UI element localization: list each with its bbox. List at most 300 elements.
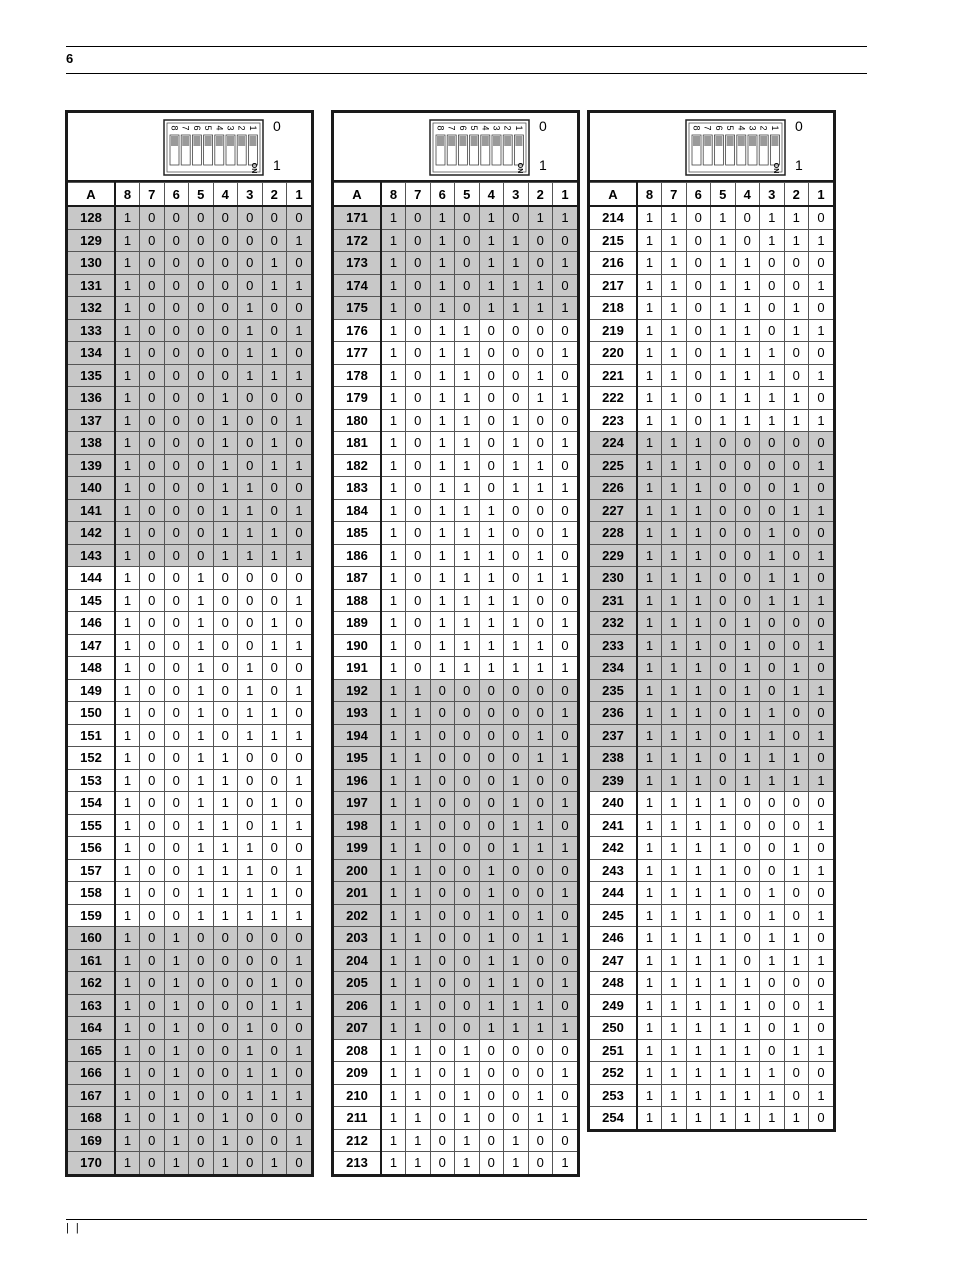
switch-bit-cell: 0 (262, 747, 287, 770)
switch-bit-cell: 0 (287, 297, 312, 320)
switch-bit-cell: 0 (479, 724, 504, 747)
switch-bit-cell: 1 (809, 994, 834, 1017)
switch-bit-cell: 0 (140, 567, 165, 590)
switch-bit-cell: 0 (238, 792, 263, 815)
table-row (590, 612, 833, 635)
switch-bit-cell: 0 (809, 837, 834, 860)
switch-bit-cell: 0 (238, 634, 263, 657)
table-row (68, 342, 311, 365)
switch-bit-cell: 1 (381, 297, 406, 320)
switch-bit-cell: 1 (528, 454, 553, 477)
switch-bit-cell: 0 (528, 589, 553, 612)
switch-bit-cell: 1 (735, 342, 760, 365)
switch-bit-cell: 1 (287, 589, 312, 612)
switch-bit-cell: 1 (115, 972, 140, 995)
address-cell: 139 (68, 454, 115, 477)
switch-bit-cell: 1 (711, 1084, 736, 1107)
switch-bit-cell: 0 (262, 679, 287, 702)
switch-bit-cell: 1 (735, 994, 760, 1017)
switch-bit-cell: 1 (711, 859, 736, 882)
switch-bit-cell: 0 (479, 454, 504, 477)
switch-bit-cell: 0 (262, 1017, 287, 1040)
switch-bit-cell: 0 (430, 859, 455, 882)
switch-bit-cell: 1 (430, 364, 455, 387)
switch-bit-cell: 1 (381, 972, 406, 995)
switch-bit-cell: 0 (164, 319, 189, 342)
table-row (334, 252, 577, 275)
switch-bit-cell: 1 (711, 1039, 736, 1062)
switch-bit-cell: 0 (238, 454, 263, 477)
switch-bit-cell: 1 (686, 589, 711, 612)
switch-bit-cell: 1 (115, 859, 140, 882)
switch-bit-cell: 1 (189, 769, 214, 792)
switch-bit-cell: 1 (430, 499, 455, 522)
table-row (334, 949, 577, 972)
address-cell: 215 (590, 229, 637, 252)
address-cell: 225 (590, 454, 637, 477)
switch-bit-cell: 1 (504, 769, 529, 792)
switch-bit-cell: 1 (553, 972, 578, 995)
switch-bit-cell: 0 (711, 612, 736, 635)
switch-bit-cell: 0 (760, 499, 785, 522)
switch-bit-cell: 1 (662, 229, 687, 252)
switch-bit-cell: 1 (686, 499, 711, 522)
switch-bit-cell: 1 (406, 679, 431, 702)
switch-bit-cell: 0 (553, 994, 578, 1017)
switch-bit-cell: 1 (735, 612, 760, 635)
switch-bit-cell: 0 (213, 927, 238, 950)
table-row (590, 387, 833, 410)
switch-bit-cell: 0 (504, 522, 529, 545)
table-row (590, 1107, 833, 1129)
switch-bit-cell: 1 (262, 792, 287, 815)
switch-bit-cell: 0 (455, 859, 480, 882)
table-row (68, 319, 311, 342)
switch-bit-cell: 1 (381, 454, 406, 477)
switch-bit-cell: 1 (553, 882, 578, 905)
switch-bit-cell: 1 (809, 904, 834, 927)
switch-bit-cell: 0 (553, 814, 578, 837)
switch-bit-cell: 0 (455, 724, 480, 747)
switch-bit-cell: 0 (287, 792, 312, 815)
switch-bit-cell: 1 (686, 544, 711, 567)
address-cell: 136 (68, 387, 115, 410)
switch-bit-cell: 1 (479, 544, 504, 567)
switch-bit-cell: 1 (430, 297, 455, 320)
switch-bit-cell: 1 (504, 409, 529, 432)
switch-bit-cell: 1 (637, 409, 662, 432)
switch-bit-cell: 0 (809, 1062, 834, 1085)
table-row (334, 522, 577, 545)
table-row (334, 904, 577, 927)
switch-bit-cell: 1 (662, 972, 687, 995)
switch-column-header: 2 (784, 183, 809, 207)
address-cell: 184 (334, 499, 381, 522)
switch-bit-cell: 0 (140, 792, 165, 815)
switch-bit-cell: 0 (760, 657, 785, 680)
switch-bit-cell: 0 (553, 859, 578, 882)
switch-bit-cell: 1 (735, 1039, 760, 1062)
switch-bit-cell: 1 (479, 229, 504, 252)
switch-bit-cell: 0 (140, 1129, 165, 1152)
switch-bit-cell: 0 (238, 769, 263, 792)
switch-bit-cell: 1 (115, 1084, 140, 1107)
address-cell: 171 (334, 206, 381, 229)
table-row (590, 297, 833, 320)
switch-bit-cell: 0 (711, 747, 736, 770)
switch-bit-cell: 0 (213, 657, 238, 680)
dip-on-marker: ON (516, 162, 523, 174)
switch-bit-cell: 0 (760, 1017, 785, 1040)
switch-bit-cell: 1 (711, 252, 736, 275)
switch-bit-cell: 0 (528, 972, 553, 995)
switch-bit-cell: 1 (760, 904, 785, 927)
switch-bit-cell: 0 (479, 477, 504, 500)
switch-bit-cell: 1 (637, 342, 662, 365)
switch-bit-cell: 0 (784, 814, 809, 837)
switch-bit-cell: 0 (406, 206, 431, 229)
switch-bit-cell: 0 (528, 409, 553, 432)
address-cell: 193 (334, 702, 381, 725)
address-cell: 231 (590, 589, 637, 612)
switch-bit-cell: 1 (213, 432, 238, 455)
switch-bit-cell: 0 (553, 1084, 578, 1107)
switch-bit-cell: 1 (686, 972, 711, 995)
switch-bit-cell: 1 (760, 1084, 785, 1107)
switch-bit-cell: 1 (809, 724, 834, 747)
switch-bit-cell: 0 (553, 724, 578, 747)
switch-bit-cell: 1 (711, 814, 736, 837)
switch-bit-cell: 1 (553, 432, 578, 455)
switch-bit-cell: 1 (637, 994, 662, 1017)
switch-bit-cell: 0 (784, 544, 809, 567)
switch-bit-cell: 1 (662, 634, 687, 657)
switch-column-header: 7 (406, 183, 431, 207)
address-cell: 166 (68, 1062, 115, 1085)
switch-bit-cell: 0 (455, 229, 480, 252)
switch-bit-cell: 1 (262, 432, 287, 455)
address-column-header: A (590, 183, 637, 207)
switch-bit-cell: 1 (784, 679, 809, 702)
table-row (68, 859, 311, 882)
switch-bit-cell: 0 (287, 702, 312, 725)
switch-bit-cell: 1 (686, 1062, 711, 1085)
switch-bit-cell: 1 (784, 837, 809, 860)
address-cell: 210 (334, 1084, 381, 1107)
address-cell: 133 (68, 319, 115, 342)
address-cell: 199 (334, 837, 381, 860)
switch-bit-cell: 1 (479, 859, 504, 882)
switch-bit-cell: 0 (504, 724, 529, 747)
address-table (68, 182, 311, 1174)
address-cell: 200 (334, 859, 381, 882)
table-row (68, 994, 311, 1017)
switch-bit-cell: 1 (553, 387, 578, 410)
switch-bit-cell: 0 (140, 229, 165, 252)
switch-bit-cell: 1 (637, 927, 662, 950)
switch-bit-cell: 1 (115, 567, 140, 590)
switch-bit-cell: 1 (479, 657, 504, 680)
switch-bit-cell: 0 (213, 949, 238, 972)
switch-bit-cell: 0 (262, 319, 287, 342)
table-row (590, 859, 833, 882)
switch-column-header: 2 (528, 183, 553, 207)
switch-bit-cell: 1 (735, 1107, 760, 1129)
address-cell: 168 (68, 1107, 115, 1130)
switch-bit-cell: 1 (809, 454, 834, 477)
switch-bit-cell: 1 (238, 342, 263, 365)
address-cell: 182 (334, 454, 381, 477)
dip-switch-number: 6 (713, 125, 724, 131)
switch-bit-cell: 1 (504, 252, 529, 275)
switch-bit-cell: 1 (455, 567, 480, 590)
switch-bit-cell: 0 (760, 612, 785, 635)
switch-bit-cell: 1 (287, 229, 312, 252)
switch-bit-cell: 0 (735, 904, 760, 927)
switch-bit-cell: 1 (662, 1084, 687, 1107)
switch-bit-cell: 1 (406, 1107, 431, 1130)
switch-bit-cell: 1 (406, 837, 431, 860)
switch-bit-cell: 1 (637, 477, 662, 500)
address-cell: 221 (590, 364, 637, 387)
address-cell: 209 (334, 1062, 381, 1085)
switch-bit-cell: 1 (637, 904, 662, 927)
switch-bit-cell: 0 (504, 702, 529, 725)
switch-bit-cell: 1 (115, 949, 140, 972)
switch-bit-cell: 1 (381, 859, 406, 882)
dip-on-label: 1 (795, 157, 803, 173)
switch-bit-cell: 0 (528, 252, 553, 275)
switch-bit-cell: 0 (164, 589, 189, 612)
switch-bit-cell: 0 (528, 1062, 553, 1085)
switch-bit-cell: 1 (662, 1017, 687, 1040)
switch-bit-cell: 1 (686, 477, 711, 500)
switch-bit-cell: 0 (686, 252, 711, 275)
switch-bit-cell: 1 (406, 702, 431, 725)
switch-bit-cell: 1 (809, 859, 834, 882)
table-row (68, 634, 311, 657)
switch-bit-cell: 1 (809, 1039, 834, 1062)
switch-bit-cell: 1 (504, 634, 529, 657)
switch-bit-cell: 1 (381, 319, 406, 342)
switch-bit-cell: 1 (760, 387, 785, 410)
switch-bit-cell: 0 (735, 949, 760, 972)
switch-bit-cell: 1 (381, 904, 406, 927)
switch-bit-cell: 1 (213, 1107, 238, 1130)
switch-bit-cell: 0 (213, 274, 238, 297)
switch-bit-cell: 0 (140, 364, 165, 387)
table-row (68, 904, 311, 927)
switch-bit-cell: 1 (406, 1017, 431, 1040)
switch-bit-cell: 0 (213, 229, 238, 252)
switch-bit-cell: 0 (711, 454, 736, 477)
switch-bit-cell: 0 (140, 522, 165, 545)
switch-bit-cell: 1 (406, 994, 431, 1017)
switch-bit-cell: 0 (430, 679, 455, 702)
table-row (590, 724, 833, 747)
switch-bit-cell: 0 (735, 544, 760, 567)
address-cell: 240 (590, 792, 637, 815)
switch-bit-cell: 0 (406, 274, 431, 297)
table-row (68, 814, 311, 837)
switch-bit-cell: 0 (809, 972, 834, 995)
switch-bit-cell: 1 (381, 342, 406, 365)
switch-bit-cell: 0 (553, 274, 578, 297)
address-cell: 150 (68, 702, 115, 725)
table-row (334, 679, 577, 702)
switch-bit-cell: 1 (479, 994, 504, 1017)
switch-bit-cell: 0 (287, 567, 312, 590)
switch-bit-cell: 1 (238, 1062, 263, 1085)
switch-bit-cell: 0 (528, 499, 553, 522)
switch-bit-cell: 0 (213, 612, 238, 635)
switch-bit-cell: 0 (430, 994, 455, 1017)
footer-rule (66, 1219, 867, 1220)
switch-bit-cell: 1 (262, 454, 287, 477)
switch-bit-cell: 1 (406, 1129, 431, 1152)
address-cell: 169 (68, 1129, 115, 1152)
table-header-row (334, 183, 577, 207)
switch-bit-cell: 1 (637, 522, 662, 545)
switch-bit-cell: 1 (637, 792, 662, 815)
switch-bit-cell: 0 (189, 1107, 214, 1130)
dip-on-marker: ON (772, 162, 779, 174)
address-cell: 130 (68, 252, 115, 275)
switch-bit-cell: 0 (406, 342, 431, 365)
switch-bit-cell: 1 (553, 1152, 578, 1174)
switch-bit-cell: 0 (504, 319, 529, 342)
switch-bit-cell: 1 (262, 274, 287, 297)
table-row (590, 904, 833, 927)
switch-bit-cell: 1 (262, 252, 287, 275)
switch-bit-cell: 1 (381, 409, 406, 432)
switch-bit-cell: 0 (164, 454, 189, 477)
table-row (68, 1129, 311, 1152)
switch-bit-cell: 0 (504, 859, 529, 882)
switch-bit-cell: 0 (504, 679, 529, 702)
switch-bit-cell: 0 (784, 1084, 809, 1107)
switch-bit-cell: 0 (189, 432, 214, 455)
switch-bit-cell: 0 (479, 432, 504, 455)
switch-bit-cell: 1 (213, 882, 238, 905)
switch-bit-cell: 1 (662, 274, 687, 297)
table-row (590, 747, 833, 770)
switch-bit-cell: 0 (287, 612, 312, 635)
table-row (590, 792, 833, 815)
switch-bit-cell: 1 (381, 477, 406, 500)
address-cell: 173 (334, 252, 381, 275)
switch-bit-cell: 1 (637, 589, 662, 612)
switch-bit-cell: 1 (262, 1084, 287, 1107)
address-cell: 185 (334, 522, 381, 545)
switch-bit-cell: 1 (213, 1152, 238, 1174)
switch-bit-cell: 1 (115, 432, 140, 455)
switch-bit-cell: 0 (238, 387, 263, 410)
switch-bit-cell: 1 (189, 904, 214, 927)
switch-bit-cell: 0 (553, 904, 578, 927)
switch-bit-cell: 0 (686, 342, 711, 365)
dip-switch-icon (163, 119, 264, 176)
switch-bit-cell: 0 (140, 882, 165, 905)
switch-bit-cell: 1 (430, 477, 455, 500)
address-cell: 142 (68, 522, 115, 545)
address-cell: 177 (334, 342, 381, 365)
table-row (68, 702, 311, 725)
switch-bit-cell: 1 (115, 229, 140, 252)
table-row (334, 342, 577, 365)
address-cell: 188 (334, 589, 381, 612)
address-cell: 197 (334, 792, 381, 815)
switch-bit-cell: 1 (686, 769, 711, 792)
switch-bit-cell: 1 (528, 387, 553, 410)
switch-bit-cell: 1 (479, 567, 504, 590)
switch-bit-cell: 1 (164, 1017, 189, 1040)
switch-bit-cell: 1 (381, 994, 406, 1017)
address-cell: 236 (590, 702, 637, 725)
switch-bit-cell: 1 (381, 252, 406, 275)
switch-bit-cell: 0 (140, 252, 165, 275)
switch-bit-cell: 1 (164, 1039, 189, 1062)
switch-bit-cell: 0 (238, 274, 263, 297)
switch-bit-cell: 0 (287, 1017, 312, 1040)
switch-bit-cell: 0 (760, 994, 785, 1017)
switch-bit-cell: 0 (430, 747, 455, 770)
switch-bit-cell: 1 (711, 319, 736, 342)
switch-bit-cell: 1 (479, 949, 504, 972)
switch-bit-cell: 0 (686, 319, 711, 342)
switch-bit-cell: 0 (455, 792, 480, 815)
switch-bit-cell: 0 (430, 769, 455, 792)
switch-bit-cell: 1 (637, 319, 662, 342)
switch-bit-cell: 0 (262, 837, 287, 860)
switch-bit-cell: 1 (662, 252, 687, 275)
switch-bit-cell: 1 (189, 859, 214, 882)
table-row (590, 274, 833, 297)
address-cell: 148 (68, 657, 115, 680)
switch-bit-cell: 1 (637, 724, 662, 747)
switch-bit-cell: 1 (528, 544, 553, 567)
switch-bit-cell: 0 (735, 522, 760, 545)
switch-bit-cell: 0 (455, 994, 480, 1017)
switch-bit-cell: 0 (686, 409, 711, 432)
switch-bit-cell: 0 (711, 657, 736, 680)
address-cell: 239 (590, 769, 637, 792)
switch-bit-cell: 1 (381, 206, 406, 229)
address-cell: 212 (334, 1129, 381, 1152)
switch-bit-cell: 1 (381, 1084, 406, 1107)
switch-bit-cell: 1 (711, 297, 736, 320)
switch-bit-cell: 1 (189, 702, 214, 725)
switch-bit-cell: 0 (140, 1017, 165, 1040)
header-rule-top (66, 46, 867, 47)
switch-bit-cell: 1 (115, 409, 140, 432)
switch-bit-cell: 0 (213, 1039, 238, 1062)
switch-bit-cell: 1 (662, 364, 687, 387)
switch-bit-cell: 1 (189, 747, 214, 770)
switch-bit-cell: 1 (760, 409, 785, 432)
address-cell: 145 (68, 589, 115, 612)
switch-bit-cell: 0 (189, 994, 214, 1017)
switch-bit-cell: 1 (455, 657, 480, 680)
switch-bit-cell: 0 (140, 1084, 165, 1107)
switch-bit-cell: 1 (430, 229, 455, 252)
switch-bit-cell: 0 (213, 1017, 238, 1040)
switch-bit-cell: 1 (455, 1062, 480, 1085)
table-row (334, 364, 577, 387)
switch-column-header: 7 (140, 183, 165, 207)
switch-bit-cell: 0 (735, 454, 760, 477)
dip-switch-number: 7 (180, 125, 191, 131)
